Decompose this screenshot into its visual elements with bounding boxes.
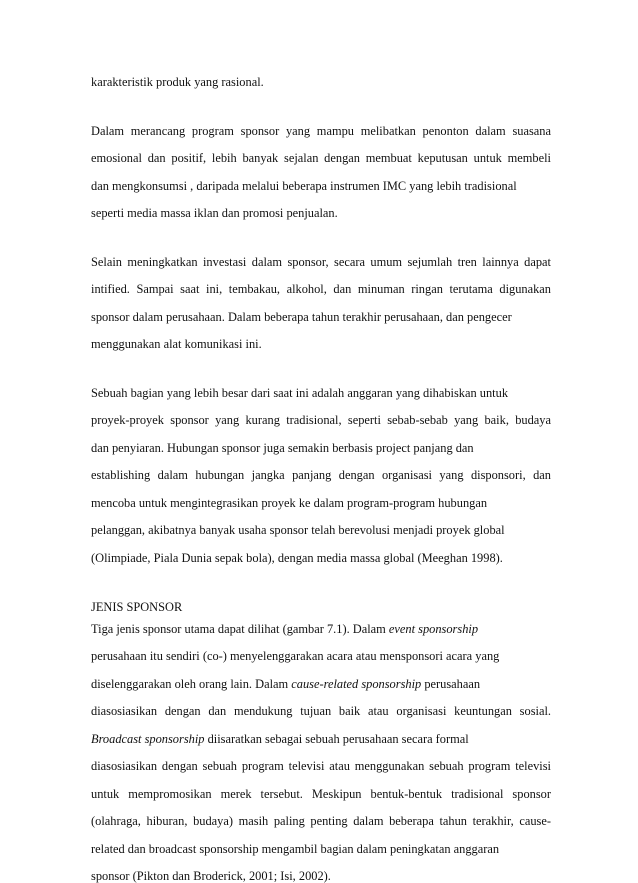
- text-span: Tiga jenis sponsor utama dapat dilihat (gambar 7.1). Dalam: [91, 622, 389, 636]
- text-line: intified. Sampai saat ini, tembakau, alkohol, dan minuman ringan terutama digunakan: [91, 282, 551, 296]
- text-line: (Olimpiade, Piala Dunia sepak bola), dengan media massa global (Meeghan 1998).: [91, 551, 503, 565]
- text-span: diisaratkan sebagai sebuah perusahaan secara formal: [204, 732, 469, 746]
- text-line: (olahraga, hiburan, budaya) masih paling penting dalam beberapa tahun terakhir, cause-: [91, 814, 551, 828]
- text-line: diasosiasikan dengan dan mendukung tujuan baik atau organisasi keuntungan sosial.: [91, 704, 551, 718]
- text-line: seperti media massa iklan dan promosi penjualan.: [91, 206, 338, 220]
- text-line: dan penyiaran. Hubungan sponsor juga semakin berbasis project panjang dan: [91, 441, 474, 455]
- text-line: diasosiasikan dengan sebuah program televisi atau menggunakan sebuah program televisi: [91, 759, 551, 773]
- text-span: diselenggarakan oleh orang lain. Dalam: [91, 677, 292, 691]
- text-line: karakteristik produk yang rasional.: [91, 75, 264, 89]
- text-line: emosional dan positif, lebih banyak sejalan dengan membuat keputusan untuk membeli: [91, 151, 551, 165]
- text-line: related dan broadcast sponsorship mengambil bagian dalam peningkatan anggaran: [91, 842, 500, 856]
- text-line: proyek-proyek sponsor yang kurang tradisional, seperti sebab-sebab yang baik, budaya: [91, 413, 551, 427]
- text-line: pelanggan, akibatnya banyak usaha sponsor telah berevolusi menjadi proyek global: [91, 523, 505, 537]
- text-line: Selain meningkatkan investasi dalam sponsor, secara umum sejumlah tren lainnya dapat: [91, 255, 551, 269]
- text-line: dan mengkonsumsi , daripada melalui beberapa instrumen IMC yang lebih tradisional: [91, 179, 517, 193]
- text-line: [91, 732, 469, 746]
- text-span: perusahaan: [421, 677, 481, 691]
- text-span-italic: Broadcast sponsorship: [91, 732, 205, 746]
- text-line: sponsor (Pikton dan Broderick, 2001; Isi, 2002).: [91, 869, 331, 883]
- text-line: menggunakan alat komunikasi ini.: [91, 337, 262, 351]
- text-line: establishing dalam hubungan jangka panjang dengan organisasi yang disponsori, dan: [91, 468, 551, 482]
- text-line: [91, 622, 478, 636]
- text-line: [91, 677, 480, 691]
- text-line: mencoba untuk mengintegrasikan proyek ke dalam program-program hubungan: [91, 496, 488, 510]
- text-line: untuk mempromosikan merek tersebut. Meskipun bentuk-bentuk tradisional sponsor: [91, 787, 551, 801]
- text-line: perusahaan itu sendiri (co-) menyelenggarakan acara atau mensponsori acara yang: [91, 649, 500, 663]
- text-line: Sebuah bagian yang lebih besar dari saat ini adalah anggaran yang dihabiskan untuk: [91, 386, 509, 400]
- section-heading: JENIS SPONSOR: [91, 600, 183, 614]
- text-line: sponsor dalam perusahaan. Dalam beberapa tahun terakhir perusahaan, dan pengecer: [91, 310, 512, 324]
- text-span-italic: event sponsorship: [388, 622, 479, 636]
- text-line: Dalam merancang program sponsor yang mampu melibatkan penonton dalam suasana: [91, 124, 551, 138]
- text-span-italic: cause-related sponsorship: [291, 677, 422, 691]
